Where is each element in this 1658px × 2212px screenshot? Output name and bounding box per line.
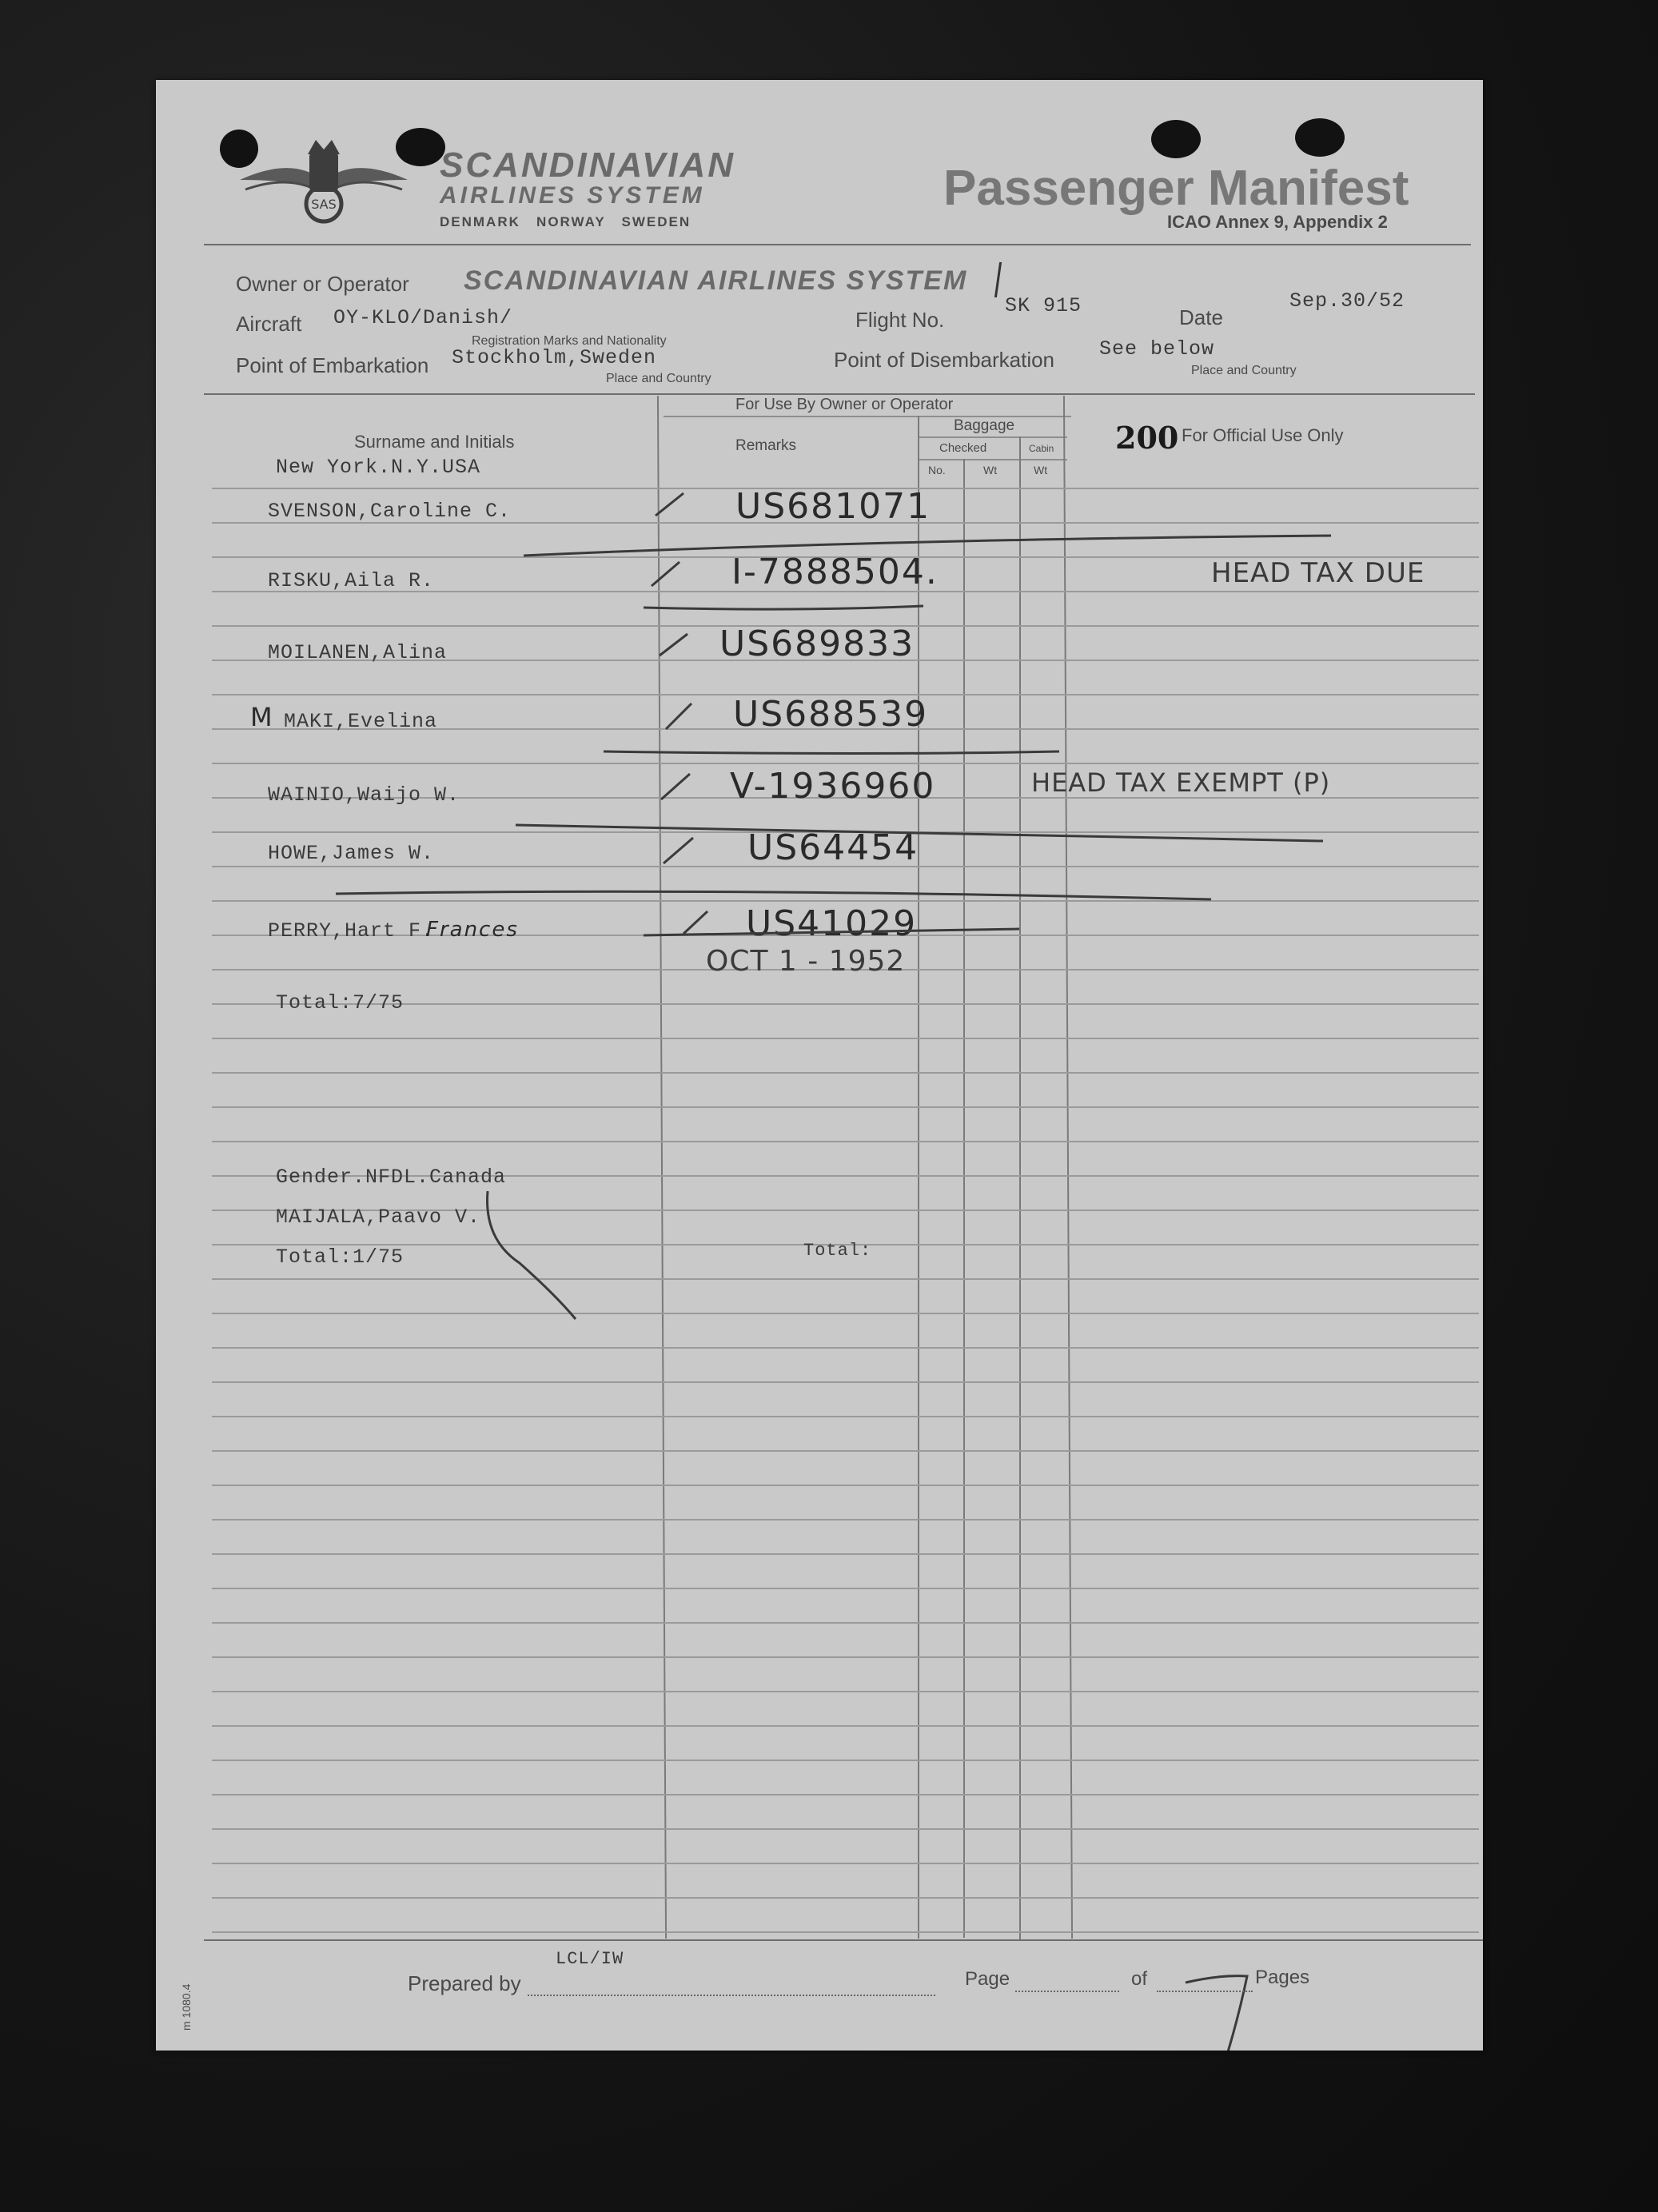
airline-name: SCANDINAVIAN (440, 145, 736, 185)
official-remark: HEAD TAX DUE (1211, 557, 1425, 589)
remarks-total: Total: (803, 1241, 872, 1261)
passenger-name: PERRY,Hart F. (268, 919, 435, 943)
wt-header-2: Wt (1034, 464, 1048, 476)
passenger-name: HOWE,James W. (268, 842, 435, 865)
of-label: of (1131, 1968, 1148, 1990)
official-remark: HEAD TAX EXEMPT (P) (1031, 767, 1331, 798)
passport-remark: V-1936960 (730, 766, 936, 807)
embarkation-label: Point of Embarkation (236, 353, 429, 377)
passenger-name: MAKI,Evelina (284, 710, 438, 733)
passenger-name: MOILANEN,Alina (268, 641, 448, 664)
form-code: m 1080.4 (180, 1983, 193, 2031)
page-line (1015, 1991, 1119, 1992)
passport-remark: US681071 (735, 486, 931, 527)
passenger-name: WAINIO,Waijo W. (268, 783, 460, 807)
passport-remark: US64454 (747, 827, 919, 868)
place-country-caption-1: Place and Country (606, 372, 711, 385)
page-label: Page (965, 1968, 1010, 1990)
passport-remark: US41029 (746, 903, 918, 944)
prepared-by-label: Prepared by (408, 1971, 521, 1995)
of-line (1157, 1991, 1253, 1992)
place-country-caption-2: Place and Country (1191, 364, 1297, 377)
embarkation-value: Stockholm,Sweden (452, 346, 657, 369)
passenger-name: RISKU,Aila R. (268, 569, 435, 592)
checked-header: Checked (939, 441, 987, 455)
form-title: Passenger Manifest (943, 161, 1409, 216)
for-use-header: For Use By Owner or Operator (735, 396, 954, 413)
group2-total: Total:1/75 (276, 1245, 405, 1269)
no-header: No. (928, 464, 946, 476)
group1-total: Total:7/75 (276, 991, 405, 1014)
form-subtitle: ICAO Annex 9, Appendix 2 (1167, 212, 1388, 232)
date-label: Date (1179, 305, 1223, 329)
pages-label: Pages (1255, 1967, 1310, 1988)
official-use-header: For Official Use Only (1182, 425, 1344, 445)
perry-hand-note: Frances (426, 918, 519, 942)
baggage-header: Baggage (954, 417, 1015, 434)
passenger-name: MAIJALA,Paavo V. (276, 1206, 481, 1229)
owner-value: SCANDINAVIAN AIRLINES SYSTEM (464, 265, 968, 296)
passenger-name: SVENSON,Caroline C. (268, 500, 512, 523)
official-number: 200 (1115, 420, 1179, 456)
flight-no-value: SK 915 (1005, 294, 1082, 317)
group1-destination: New York.N.Y.USA (276, 456, 481, 479)
surname-column-header: Surname and Initials (354, 432, 515, 452)
date-stamp: OCT 1 - 1952 (706, 945, 906, 978)
prepared-by-line (528, 1995, 935, 1996)
disembarkation-value: See below (1099, 337, 1215, 361)
owner-label: Owner or Operator (236, 272, 409, 296)
svg-text:SAS: SAS (311, 197, 337, 212)
registration-caption: Registration Marks and Nationality (472, 334, 667, 348)
date-value: Sep.30/52 (1289, 289, 1405, 313)
disembarkation-label: Point of Disembarkation (834, 348, 1055, 372)
remarks-header: Remarks (735, 437, 797, 454)
airline-subtitle: AIRLINES SYSTEM (440, 182, 705, 209)
prepared-by-value: LCL/IW (556, 1949, 624, 1969)
maki-hand-note: M (250, 702, 274, 732)
passport-remark: US689833 (719, 624, 915, 664)
flight-no-label: Flight No. (855, 308, 945, 332)
group2-destination: Gender.NFDL.Canada (276, 1166, 507, 1189)
wt-header-1: Wt (983, 464, 998, 476)
passport-remark: US688539 (733, 694, 929, 735)
aircraft-label: Aircraft (236, 312, 302, 336)
airline-countries: DENMARK NORWAY SWEDEN (440, 214, 691, 229)
manifest-sheet (156, 80, 1483, 2051)
pen-strokes (156, 80, 1483, 2051)
cabin-header: Cabin (1029, 443, 1054, 454)
passport-remark: I-7888504. (731, 552, 939, 592)
aircraft-value: OY-KLO/Danish/ (333, 306, 513, 329)
